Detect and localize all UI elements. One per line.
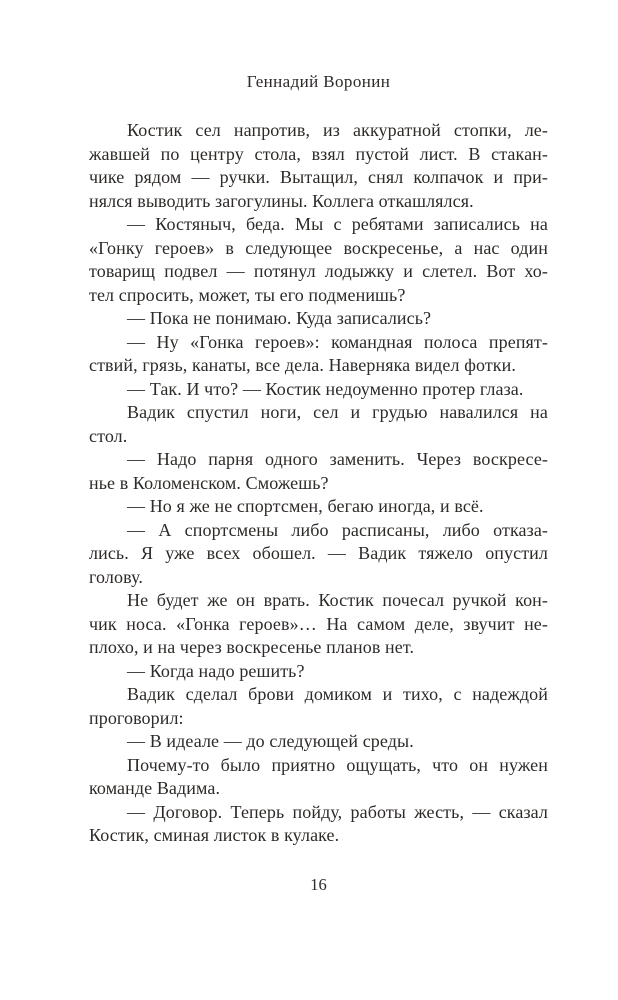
text-line: — Надо парня одного заменить. Через воскресе- [127,449,548,469]
text-line: Костик сел напротив, из аккуратной стопки, ле- [127,120,548,140]
text-line: Не будет же он врать. Костик почесал ручкой кон- [127,590,548,610]
paragraph [89,119,548,213]
text-line: — Когда надо решить? [127,660,305,681]
paragraph [89,589,548,660]
text-line: жавшей по центру стола, взял пустой лист. В стакан- [89,143,548,164]
text-line: — Костяныч, беда. Мы с ребятами записались на [127,214,548,234]
text-line: «Гонку героев» в следующее воскресенье, а нас один [89,237,548,258]
paragraph [89,730,548,754]
text-line: Вадик спустил ноги, сел и грудью навалился на [127,402,548,422]
text-line: Почему-то было приятно ощущать, что он нужен [127,754,548,775]
paragraph [89,307,548,331]
text-line: — А спортсмены либо расписаны, либо отказа- [127,519,548,540]
text-line: товарищ подвел — потянул лодыжку и слетел. Вот хо- [89,261,548,281]
text-line: — Так. И что? — Костик недоуменно протер глаза. [127,378,524,399]
paragraph [89,660,548,684]
text-line: чике рядом — ручки. Вытащил, снял колпачок и при- [89,167,548,187]
paragraph [89,331,548,378]
text-line: — Договор. Теперь пойду, работы жесть, — сказал [127,801,548,822]
text-line: нялся выводить загогулины. Коллега откашлялся. [89,190,474,211]
paragraph [89,378,548,402]
text-line: — Ну «Гонка героев»: командная полоса препят- [127,331,548,352]
text-line: — Но я же не спортсмен, бегаю иногда, и всё. [127,496,484,516]
running-header: Геннадий Воронин [246,72,391,91]
text-line: проговорил: [89,707,184,728]
text-line: стол. [89,425,128,446]
paragraph [89,683,548,730]
paragraph [89,519,548,590]
text-line: — В идеале — до следующей среды. [127,731,414,751]
text-line: Костик, сминая листок в кулаке. [89,825,340,845]
page-number: 16 [310,875,327,894]
page-body [89,119,548,848]
text-line: тел спросить, может, ты его подменишь? [89,284,406,305]
text-line: команде Вадима. [89,778,221,798]
paragraph [89,448,548,495]
paragraph [89,401,548,448]
text-line: плохо, и на через воскресенье планов нет. [89,637,415,657]
paragraph [89,754,548,801]
text-line: голову. [89,566,143,587]
paragraph [89,213,548,307]
paragraph [89,801,548,848]
paragraph [89,495,548,519]
text-line: ствий, грязь, канаты, все дела. Наверняка видел фотки. [89,355,516,375]
text-line: лись. Я уже всех обошел. — Вадик тяжело опустил [89,543,548,563]
text-line: нье в Коломенском. Сможешь? [89,472,329,493]
text-line: Вадик сделал брови домиком и тихо, с надеждой [127,684,548,704]
text-line: — Пока не понимаю. Куда записались? [127,308,432,328]
text-line: чик носа. «Гонка героев»… На самом деле, звучит не- [89,613,548,634]
